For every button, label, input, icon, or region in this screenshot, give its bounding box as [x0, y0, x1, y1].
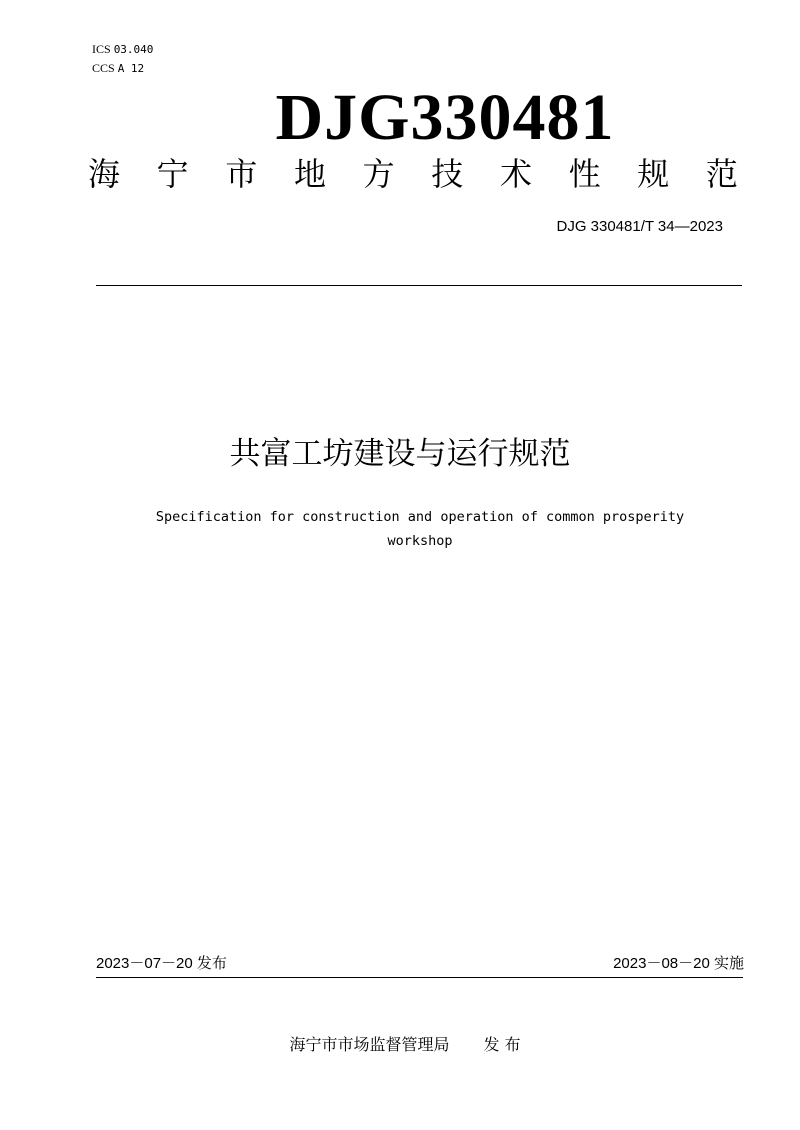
standard-type-char: 性	[568, 155, 601, 193]
standard-type-char: 技	[431, 155, 464, 193]
issuer-line	[0, 1032, 800, 1055]
ics-label: ICS	[92, 42, 111, 56]
top-divider	[96, 285, 742, 286]
standard-type-char: 地	[293, 155, 326, 193]
standard-type-char: 海	[88, 155, 121, 193]
issuer-name: 海宁市市场监督管理局	[289, 1035, 450, 1054]
classification-block	[92, 40, 153, 78]
standard-code: DJG330481	[275, 81, 615, 154]
standard-type	[88, 152, 738, 196]
bottom-divider	[96, 977, 743, 978]
standard-type-char: 方	[362, 155, 395, 193]
issue-date: 2023－07－20 发布	[96, 955, 227, 972]
standard-type-char: 市	[225, 155, 258, 193]
standard-type-char: 规	[637, 155, 670, 193]
ics-code: 03.040	[113, 43, 154, 56]
title-en-line: Specification for construction and operation of common prosperity	[155, 509, 685, 525]
standard-type-char: 宁	[156, 155, 189, 193]
standard-type-char: 范	[705, 155, 738, 193]
ics-line	[92, 40, 153, 59]
title-en-line: workshop	[387, 533, 453, 549]
document-title-zh: 共富工坊建设与运行规范	[229, 436, 571, 472]
ccs-line	[92, 59, 153, 78]
standard-number: DJG 330481/T 34—2023	[556, 218, 723, 235]
ccs-code: A 12	[117, 62, 145, 75]
implementation-date: 2023－08－20 实施	[613, 955, 744, 972]
ccs-label: CCS	[92, 61, 115, 75]
issuer-action: 发 布	[483, 1035, 521, 1054]
standard-type-char: 术	[499, 155, 532, 193]
document-title-en	[90, 505, 750, 553]
